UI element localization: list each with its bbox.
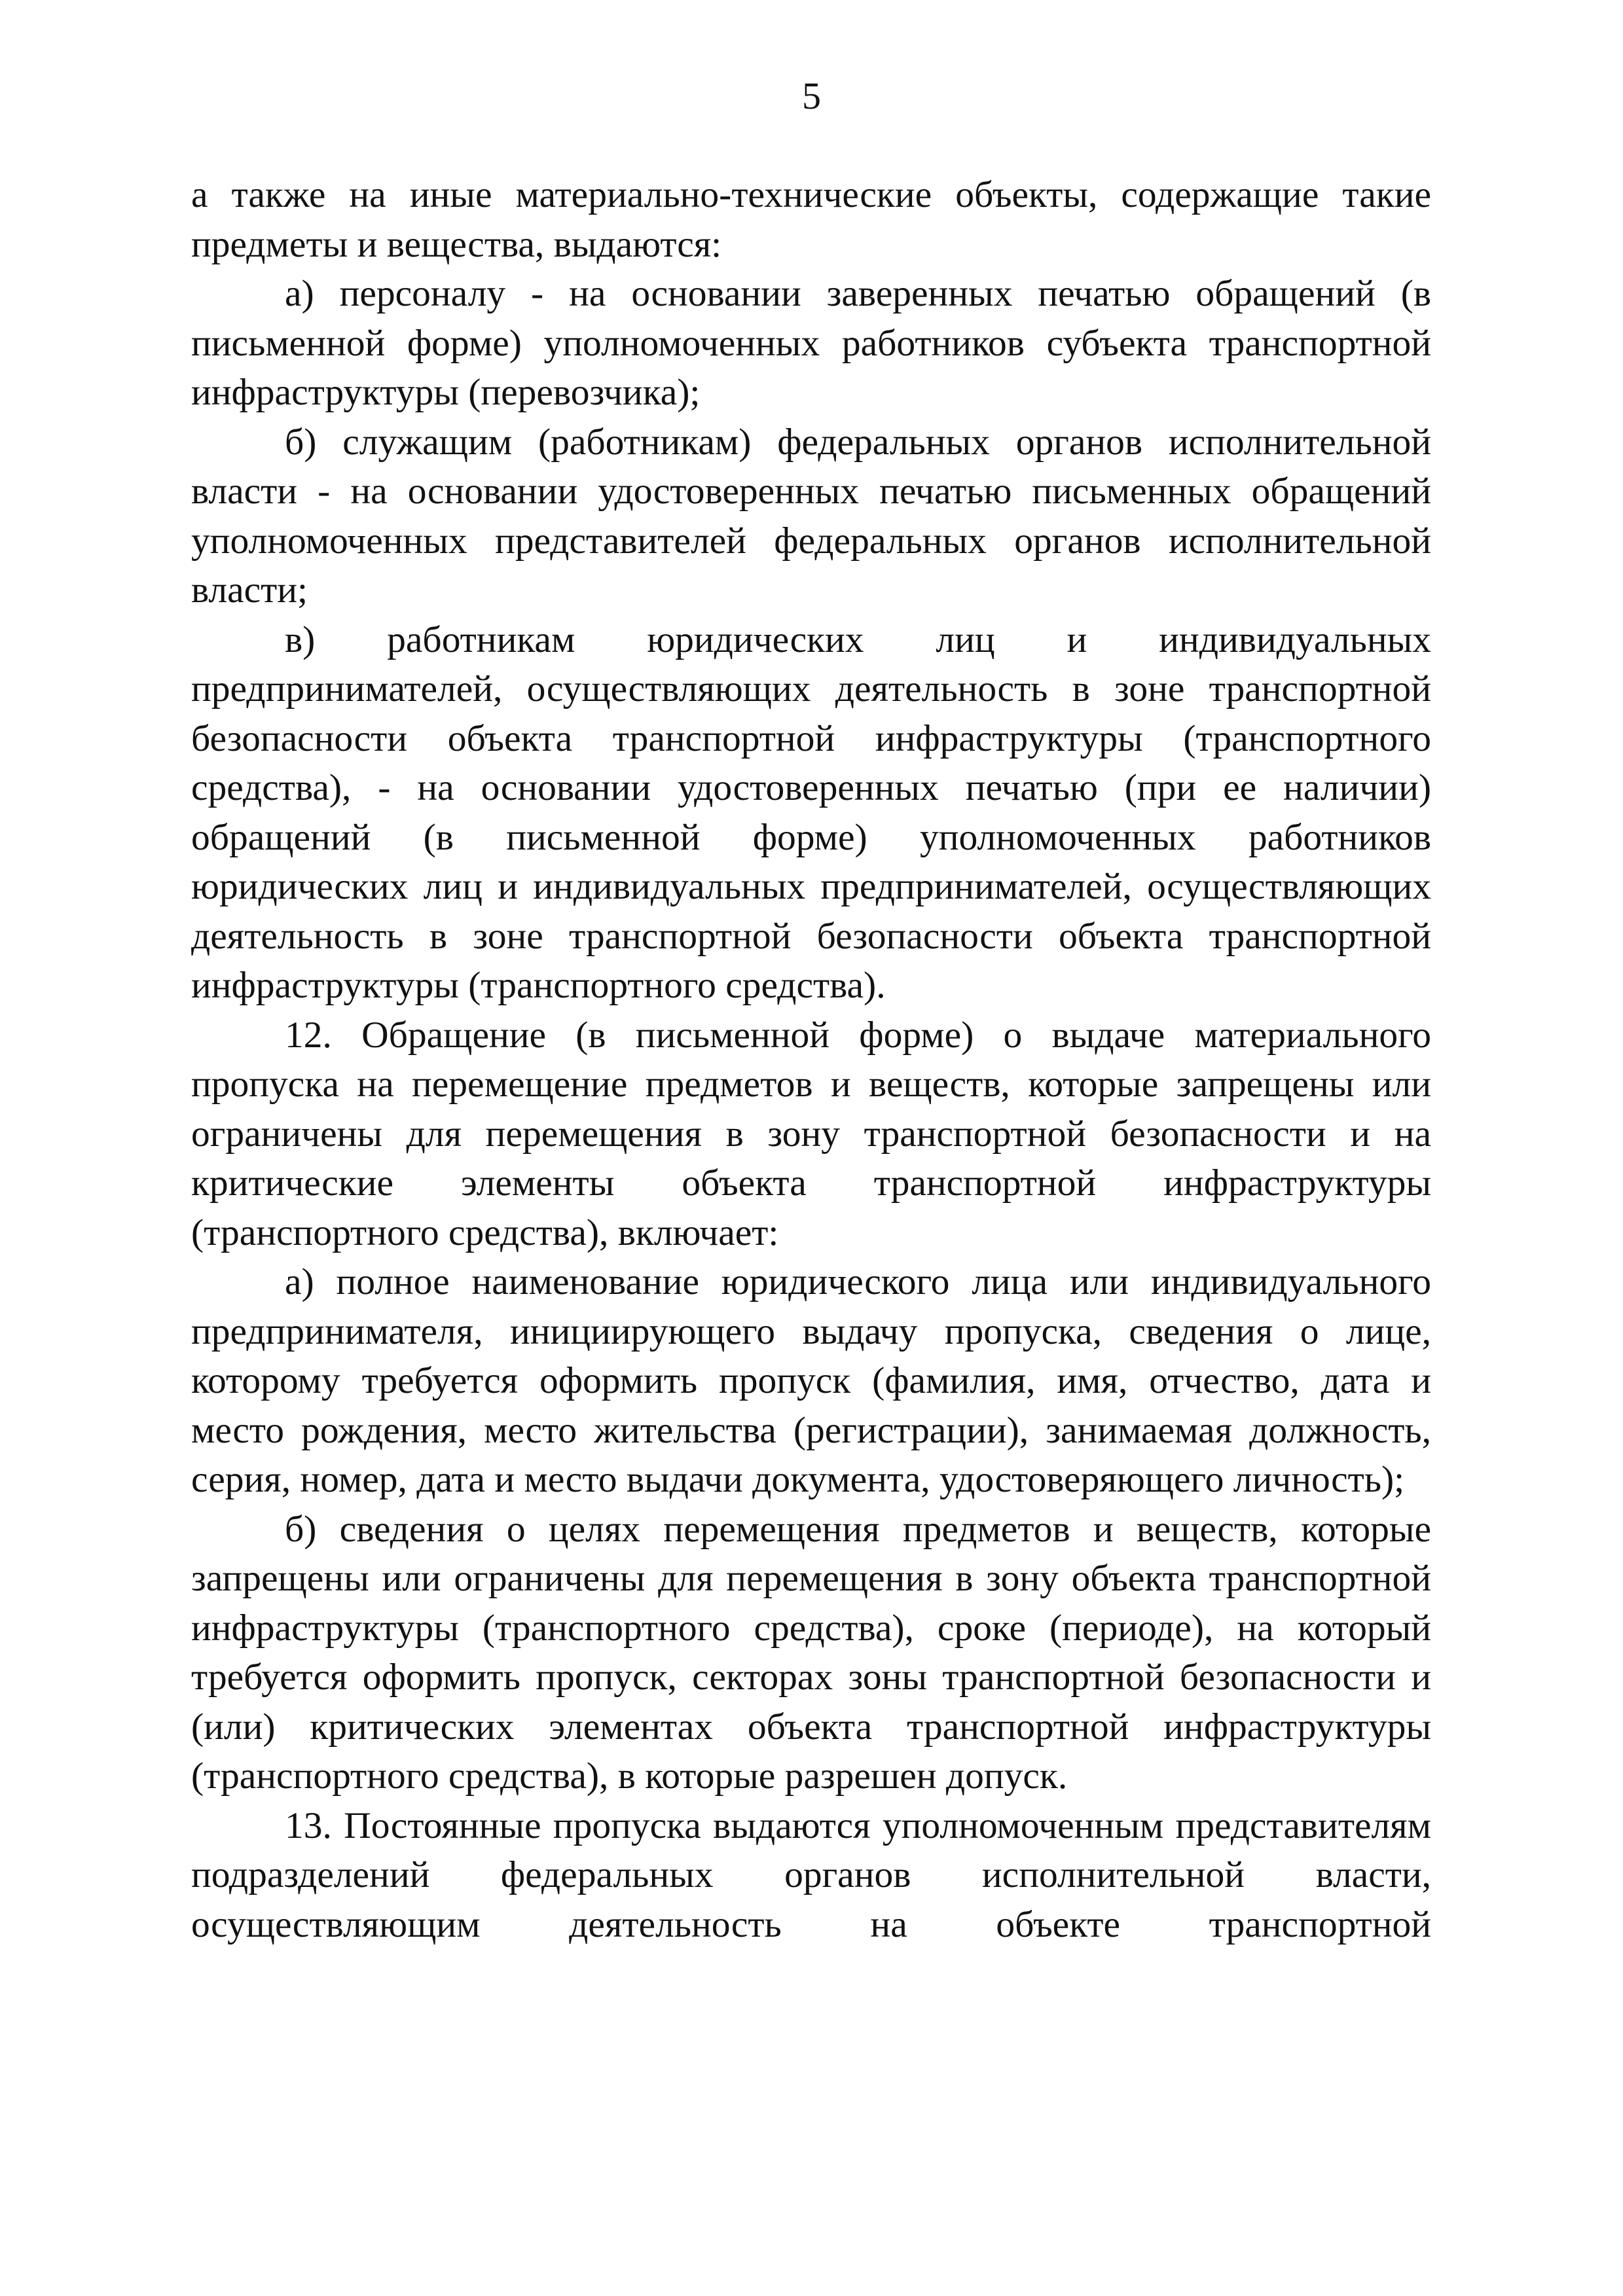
paragraph-item-b-2: б) сведения о целях перемещения предметов и веществ, которые запрещены или ограничены для перемещения в зону объекта транспортной инфраструктуры (транспортного средства), сроке (периоде), на который требуется оформить пропуск, секторах зоны транспортной безопасности и (или) критических элементах объекта транспортной инфраструктуры (транспортного средства), в которые разрешен допуск.: [191, 1508, 1431, 1797]
paragraph-clause-13: 13. Постоянные пропуска выдаются уполномоченным представителям подразделений федеральных органов исполнительной власти, осуществляющим деятельность на объекте транспортной: [191, 1804, 1431, 1945]
paragraph-item-b: б) служащим (работникам) федеральных органов исполнительной власти - на основании удостоверенных печатью письменных обращений уполномоченных представителей федеральных органов исполнительной власти;: [191, 421, 1431, 611]
page-number: 5: [802, 75, 821, 117]
paragraph-item-a: а) персоналу - на основании заверенных печатью обращений (в письменной форме) уполномоченных работников субъекта транспортной инфраструктуры (перевозчика);: [191, 273, 1431, 413]
paragraph-intro: а также на иные материально-технические объекты, содержащие такие предметы и вещества, выдаются:: [191, 174, 1431, 265]
document-body: [191, 170, 1431, 1949]
paragraph-item-a-2: а) полное наименование юридического лица или индивидуального предпринимателя, инициирующего выдачу пропуска, сведения о лице, которому требуется оформить пропуск (фамилия, имя, отчество, дата и место рождения, место жительства (регистрации), занимаемая должность, серия, номер, дата и место выдачи документа, удостоверяющего личность);: [191, 1261, 1431, 1500]
paragraph-clause-12: 12. Обращение (в письменной форме) о выдаче материального пропуска на перемещение предметов и веществ, которые запрещены или ограничены для перемещения в зону транспортной безопасности и на критические элементы объекта транспортной инфраструктуры (транспортного средства), включает:: [191, 1014, 1431, 1253]
paragraph-item-v: в) работникам юридических лиц и индивидуальных предпринимателей, осуществляющих деятельность в зоне транспортной безопасности объекта транспортной инфраструктуры (транспортного средства), - на основании удостоверенных печатью (при ее наличии) обращений (в письменной форме) уполномоченных работников юридических лиц и индивидуальных предпринимателей, осуществляющих деятельность в зоне транспортной безопасности объекта транспортной инфраструктуры (транспортного средства).: [191, 619, 1431, 1006]
